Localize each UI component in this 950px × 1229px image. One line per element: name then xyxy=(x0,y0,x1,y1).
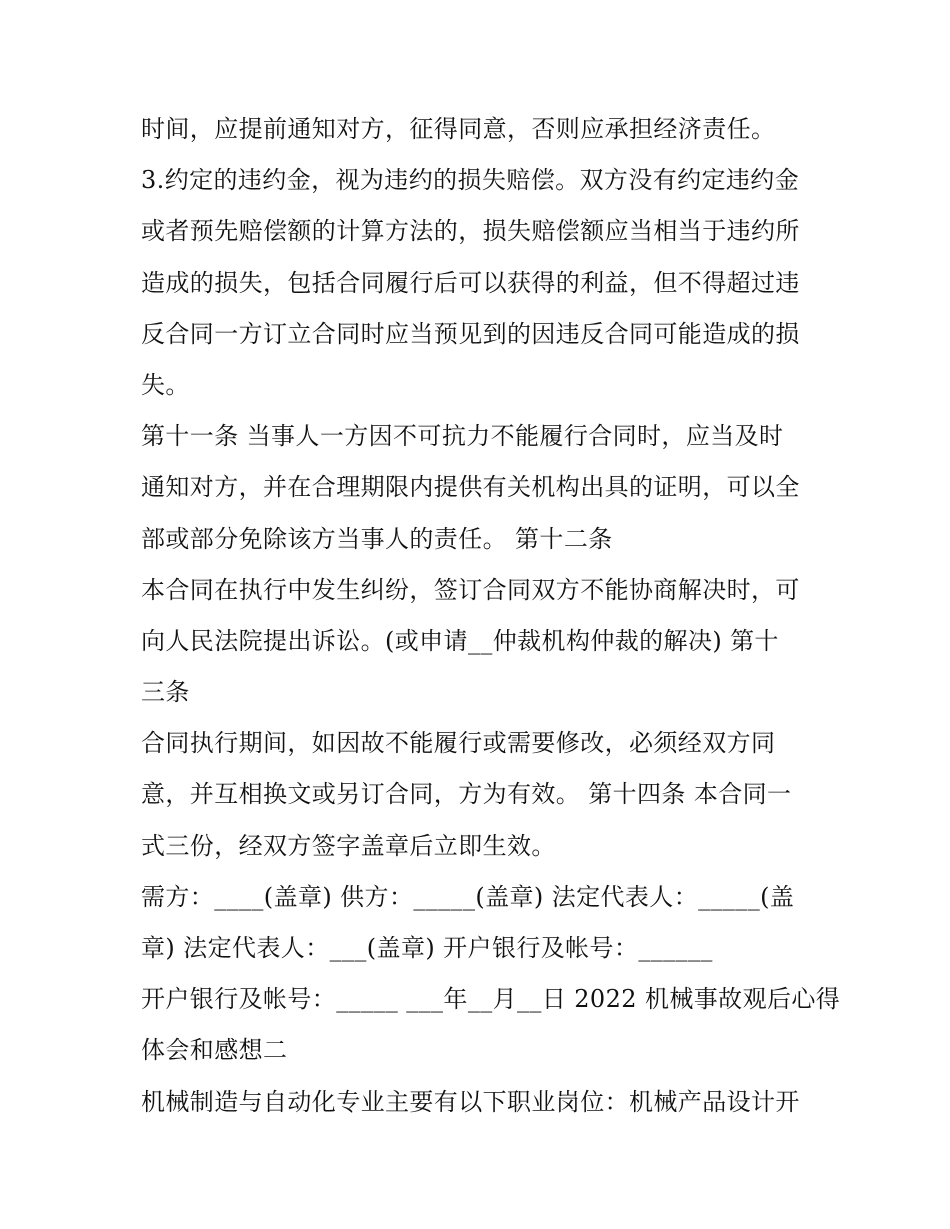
text-line: 式三份，经双方签字盖章后立即生效。 xyxy=(141,831,556,860)
text-line: 本合同在执行中发生纠纷，签订合同双方不能协商解决时，可 xyxy=(141,575,800,604)
text-line: 时间，应提前通知对方，征得同意，否则应承担经济责任。 xyxy=(141,115,776,143)
text-line: 反合同一方订立合同时应当预见到的因违反合同可能造成的损 xyxy=(141,319,800,348)
text-line: 向人民法院提出诉讼。(或申请__仲裁机构仲裁的解决) 第十 xyxy=(141,626,779,655)
text-line: 意，并互相换文或另订合同，方为有效。 第十四条 本合同一 xyxy=(141,780,792,809)
text-line: 或者预先赔偿额的计算方法的，损失赔偿额应当相当于违约所 xyxy=(141,217,800,246)
text-line: 机械制造与自动化专业主要有以下职业岗位：机械产品设计开 xyxy=(141,1087,800,1116)
text-line: 部或部分免除该方当事人的责任。 第十二条 xyxy=(141,524,613,553)
document-body xyxy=(141,104,841,1128)
text-line: 三条 xyxy=(141,678,190,707)
text-line: 3.约定的违约金，视为违约的损失赔偿。双方没有约定违约金 xyxy=(141,166,800,195)
text-line: 开户银行及帐号：_____ ___年__月__日 2022 机械事故观后心得 xyxy=(141,985,841,1014)
text-line: 合同执行期间，如因故不能履行或需要修改，必须经双方同 xyxy=(141,729,776,758)
text-line: 失。 xyxy=(141,370,190,399)
text-line: 需方：____(盖章) 供方：_____(盖章) 法定代表人：_____(盖 xyxy=(141,882,795,911)
text-line: 体会和感想二 xyxy=(141,1036,288,1065)
text-line: 通知对方，并在合理期限内提供有关机构出具的证明，可以全 xyxy=(141,473,800,502)
text-line: 第十一条 当事人一方因不可抗力不能履行合同时，应当及时 xyxy=(141,422,784,451)
text-line: 章) 法定代表人：___(盖章) 开户银行及帐号：______ xyxy=(141,934,713,962)
text-line: 造成的损失，包括合同履行后可以获得的利益，但不得超过违 xyxy=(141,268,800,297)
